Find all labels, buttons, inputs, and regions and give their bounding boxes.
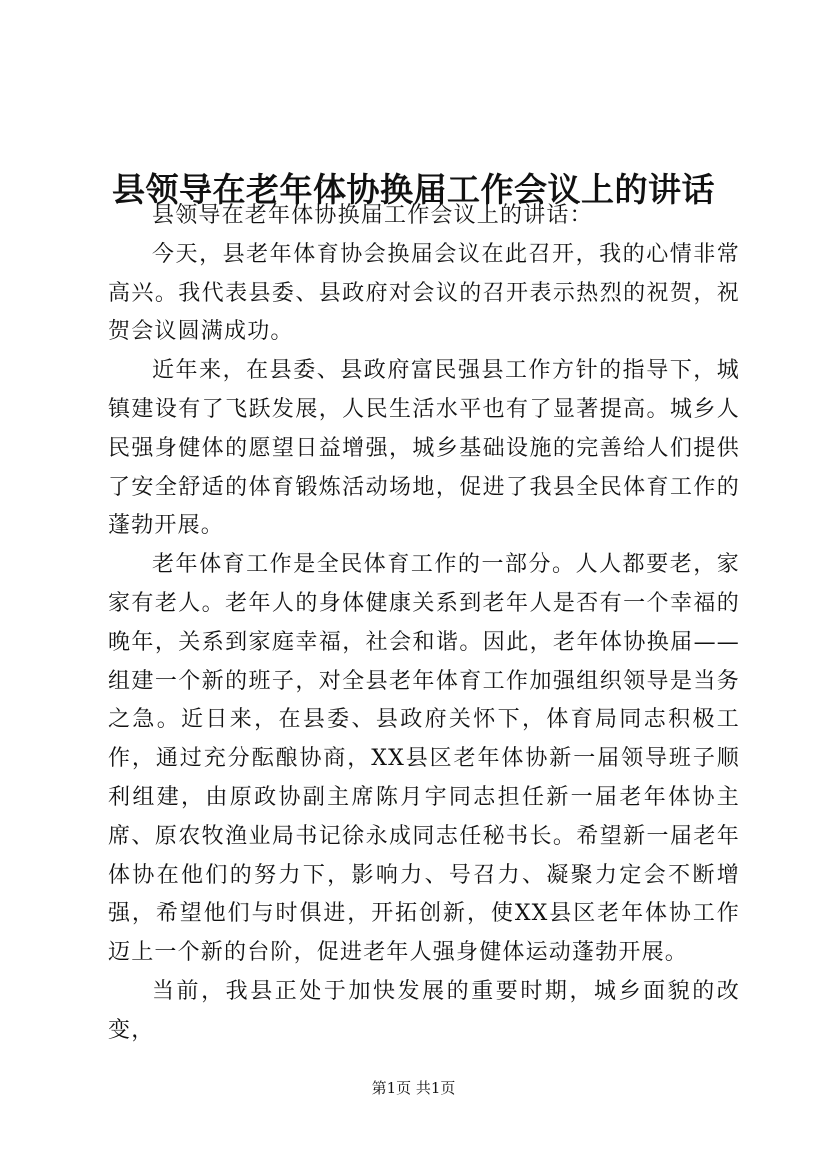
- paragraph-development: 近年来，在县委、县政府富民强县工作方针的指导下，城镇建设有了飞跃发展，人民生活水平也有了显著提高。城乡人民强身健体的愿望日益增强，城乡基础设施的完善给人们提供了安全舒适的体育锻炼活动场地，促进了我县全民体育工作的蓬勃开展。: [108, 358, 740, 539]
- paragraph-intro: 县领导在老年体协换届工作会议上的讲话：: [152, 203, 593, 228]
- paragraph-elderly-sports: 老年体育工作是全民体育工作的一部分。人人都要老，家家有老人。老年人的身体健康关系到老年人是否有一个幸福的晚年，关系到家庭幸福，社会和谐。因此，老年体协换届——组建一个新的班子，对全县老年体育工作加强组织领导是当务之急。近日来，在县委、县政府关怀下，体育局同志积极工作，通过充分酝酿协商，XX县区老年体协新一届领导班子顺利组建，由原政协副主席陈月宇同志担任新一届老年体协主席、原农牧渔业局书记徐永成同志任秘书长。希望新一届老年体协在他们的努力下，影响力、号召力、凝聚力定会不断增强，希望他们与时俱进，开拓创新，使XX县区老年体协工作迈上一个新的台阶，促进老年人强身健体运动蓬勃开展。: [108, 552, 740, 966]
- page-footer: 第1页 共1页: [371, 1079, 456, 1097]
- document-body: [108, 197, 740, 1051]
- paragraph-greeting: 今天，县老年体育协会换届会议在此召开，我的心情非常高兴。我代表县委、县政府对会议的召开表示热烈的祝贺，祝贺会议圆满成功。: [108, 241, 740, 345]
- document-title: 县领导在老年体协换届工作会议上的讲话: [112, 170, 715, 210]
- paragraph-current: 当前，我县正处于加快发展的重要时期，城乡面貌的改变，: [108, 978, 740, 1043]
